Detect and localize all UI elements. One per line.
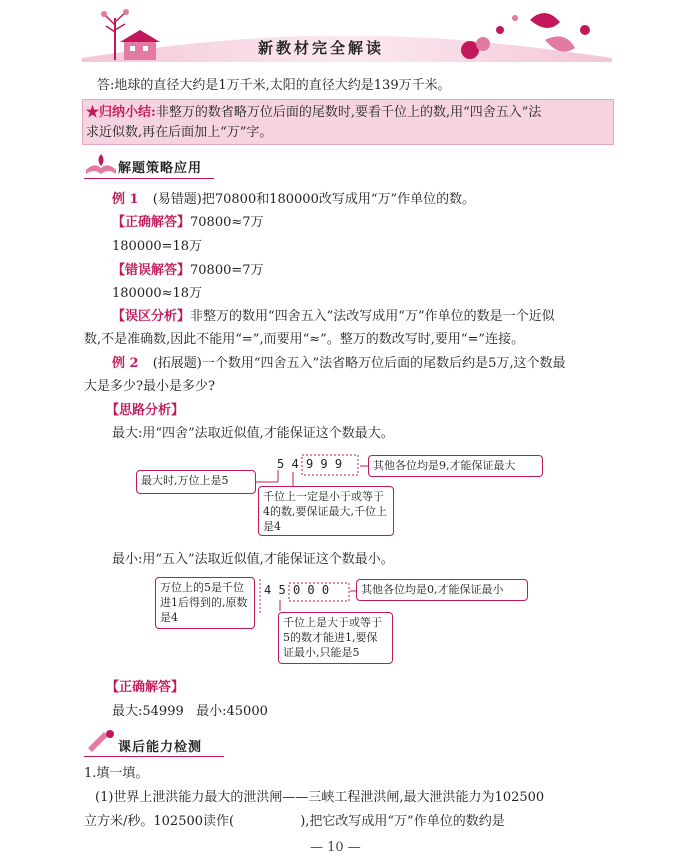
example2-text-1: (拓展题)一个数用“四舍五入”法省略万位后面的尾数后约是5万,这个数最 [152, 356, 566, 371]
min-digit: 0 [321, 583, 330, 597]
header-title: 新教材完全解读 [258, 39, 385, 57]
example2-max-line: 最大:用“四舍”法取近似值,才能保证这个数最大。 [112, 426, 394, 441]
example1-correct-2: 180000=18万 [112, 239, 203, 254]
page-header [0, 0, 689, 70]
min-digit: 0 [307, 583, 315, 597]
example1-mistake-2: 数,不是准确数,因此不能用“=”,而要用“≈”。整万的数改写时,要用“=”连接。 [84, 332, 525, 347]
example2-analysis-label: 【思路分析】 [106, 403, 185, 418]
example1-wrong-label: 【错误解答】 [112, 263, 191, 278]
section-title-strategy: 解题策略应用 [118, 161, 203, 176]
example1-wrong-1: 70800=7万 [190, 263, 264, 278]
example2-correct-label: 【正确解答】 [106, 680, 185, 695]
max-below-box: 千位上一定是小于或等于4的数,要保证最大,千位上是4 [258, 486, 394, 536]
summary-label: ★归纳小结: [86, 105, 156, 120]
example2-result: 最大:54999 最小:45000 [112, 704, 268, 719]
min-below-box: 千位上是大于或等于5的数才能进1,要保证最小,只能是5 [278, 612, 393, 664]
min-digit: 4 [264, 583, 272, 597]
min-digit: 5 [278, 583, 286, 597]
exercise-q1-line1: (1)世界上泄洪能力最大的泄洪闸——三峡工程泄洪闸,最大泄洪能力为102500 [95, 790, 545, 805]
exercise-q1-title: 1.填一填。 [84, 766, 149, 781]
max-right-box: 其他各位均是9,才能保证最大 [368, 455, 543, 477]
max-digit: 9 [334, 457, 343, 471]
max-left-box: 最大时,万位上是5 [136, 470, 256, 494]
example1-mistake-1: 非整万的数用“四舍五入”法改写成用“万”作单位的数是一个近似 [190, 309, 555, 324]
example1-label: 例 1 [112, 192, 139, 207]
header-decoration [0, 0, 689, 70]
example2-min-line: 最小:用“五入”法取近似值,才能保证这个数最小。 [112, 552, 394, 567]
page-number: — 10 — [310, 840, 361, 855]
max-digit: 5 [277, 457, 285, 471]
section-underline [84, 756, 224, 757]
book-icon [84, 150, 118, 178]
pencil-flower-icon [84, 726, 118, 754]
example1-correct-1: 70800≈7万 [190, 215, 264, 230]
summary-line-1: 非整万的数省略万位后面的尾数时,要看千位上的数,用“四舍五入”法 [155, 105, 542, 120]
max-digits [277, 457, 342, 471]
example2-text-2: 大是多少?最小是多少? [84, 379, 215, 394]
answer-line: 答:地球的直径大约是1万千米,太阳的直径大约是139万千米。 [97, 78, 451, 93]
example2-label: 例 2 [112, 356, 139, 371]
summary-box [82, 99, 614, 145]
max-digit: 4 [291, 457, 299, 471]
min-digit: 0 [292, 583, 301, 597]
exercise-q1-line2: 立方米/秒。102500读作( ),把它改写成用“万”作单位的数约是 [84, 814, 505, 829]
max-digit: 9 [320, 457, 328, 471]
summary-line-2: 求近似数,再在后面加上“万”字。 [86, 125, 273, 140]
section-title-ability: 课后能力检测 [118, 740, 203, 755]
example1-correct-label: 【正确解答】 [112, 215, 191, 230]
section-underline [84, 178, 214, 179]
example1-wrong-2: 180000≈18万 [112, 286, 203, 301]
example1-text: (易错题)把70800和180000改写成用“万”作单位的数。 [152, 192, 476, 207]
max-digit: 9 [305, 457, 314, 471]
min-right-box: 其他各位均是0,才能保证最小 [356, 579, 528, 601]
example1-mistake-label: 【误区分析】 [112, 309, 191, 324]
min-digits [264, 583, 329, 597]
min-left-box: 万位上的5是千位进1后得到的,原数是4 [155, 577, 255, 629]
